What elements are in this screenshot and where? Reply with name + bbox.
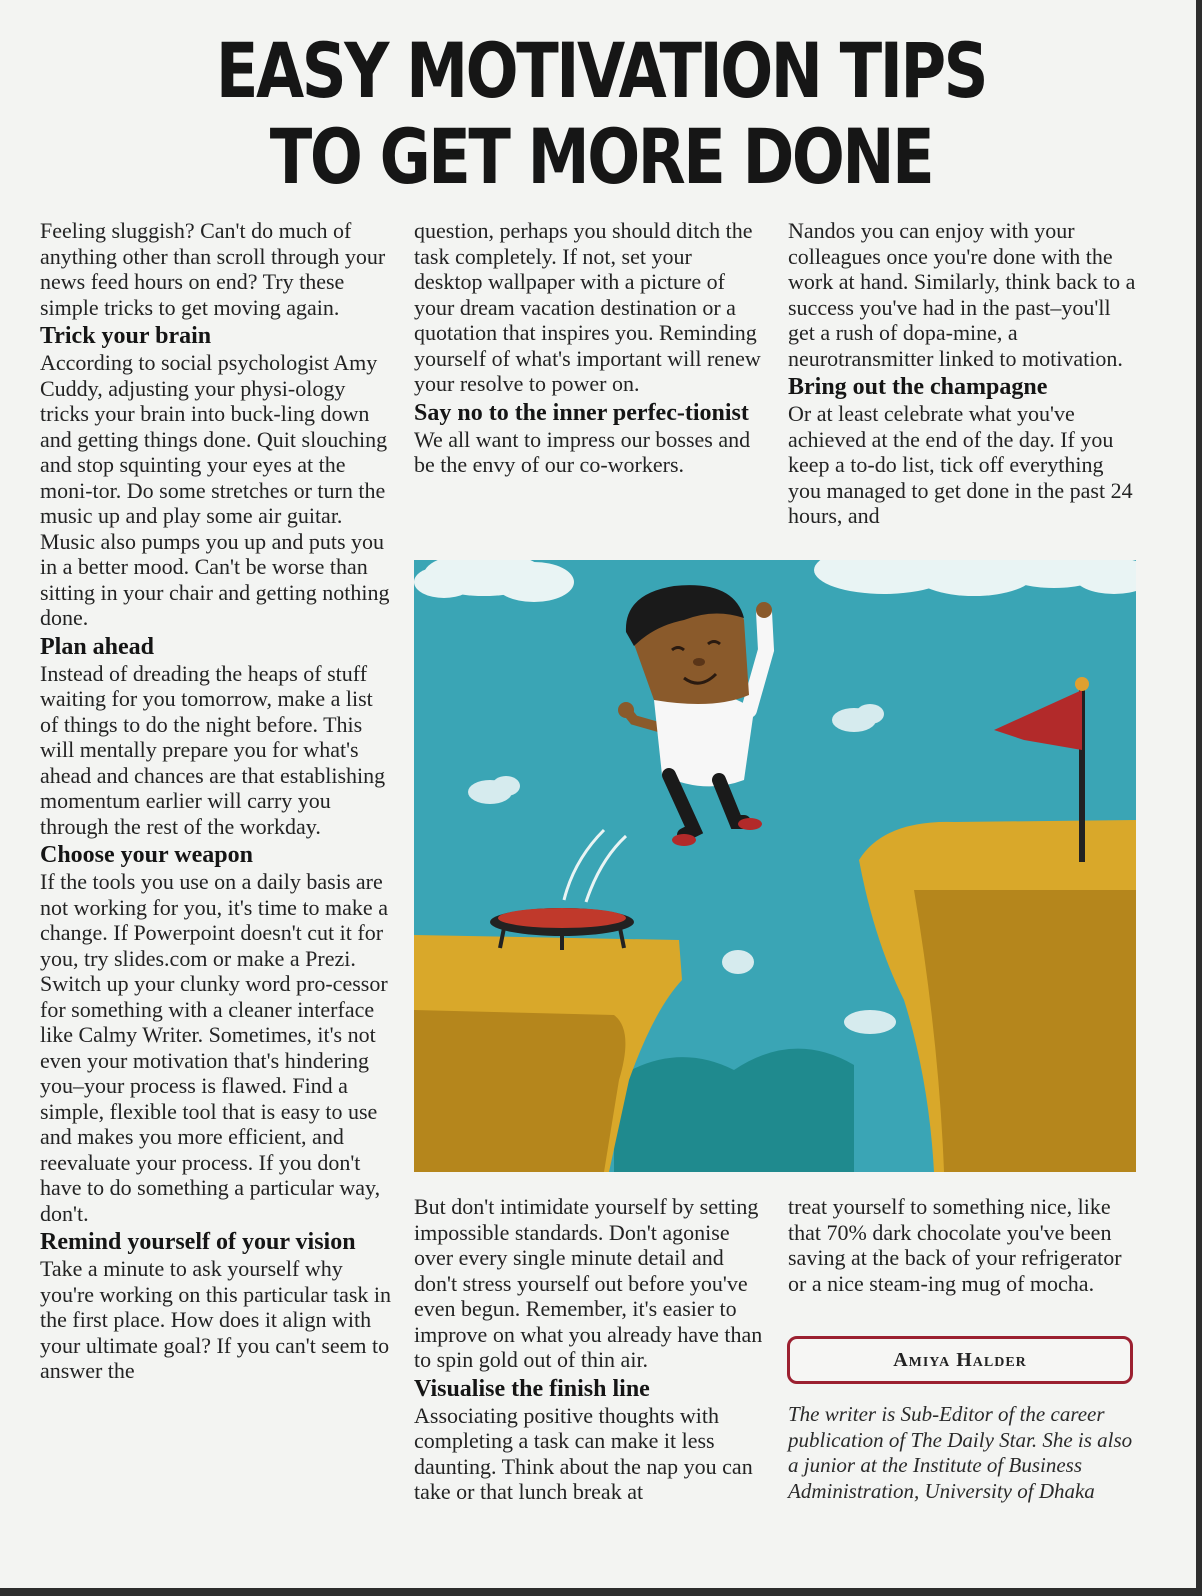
illustration-svg <box>414 560 1136 1172</box>
section-heading-finish-line: Visualise the finish line <box>414 1375 650 1402</box>
author-name-box <box>787 1336 1133 1384</box>
section-heading-champagne: Bring out the champagne <box>788 374 1048 400</box>
section-body-champagne: Or at least celebrate what you've achieved at the end of the day. If you keep a to-do list, tick off everything you managed to get done in the past 24 hours, and <box>788 401 1133 528</box>
section-heading-plan-ahead: Plan ahead <box>40 633 155 660</box>
author-bio: The writer is Sub-Editor of the career publication of The Daily Star. She is also a junior at the Institute of Business Administration, University of Dhaka <box>788 1402 1133 1503</box>
section-heading-trick-your-brain: Trick your brain <box>40 323 212 349</box>
headline-line-1: EASY MOTIVATION TIPS <box>215 26 987 115</box>
column-2-paragraph: question, perhaps you should ditch the task completely. If not, set your desktop wallpaper with a picture of your dream vacation destination or a quotation that inspires you. Reminding yourself of what's important will renew your resolve to power on. <box>414 218 761 396</box>
intro-paragraph: Feeling sluggish? Can't do much of anything other than scroll through your news feed hours on end? Try these simple tricks to get moving again. <box>40 218 386 320</box>
left-cliff-shade <box>414 1010 625 1172</box>
section-heading-inner-perfectionist: Say no to the inner perfec-tionist <box>414 399 749 426</box>
column-1 <box>40 218 392 1384</box>
section-body-choose-your-weapon: If the tools you use on a daily basis are not working for you, it's time to make a change. If Powerpoint doesn't cut it for you, try slides.com or make a Prezi. Switch up your clunky word pro-cessor for something with a cleaner interface like Calmy Writer. Sometimes, it's not even your motivation that's hindering you–your process is flawed. Find a simple, flexible tool that is easy to use and makes you more efficient, and reevaluate your process. If you don't have to do something a particular way, don't. <box>40 869 388 1226</box>
cloud-small-4 <box>844 1010 896 1034</box>
section-body-finish-line: Associating positive thoughts with completing a task can make it less daunting. Think about the nap you can take or that lunch break at <box>414 1402 753 1504</box>
headline-line-2: TO GET MORE DONE <box>269 112 933 201</box>
column-3-lower <box>788 1194 1140 1296</box>
section-body-trick-your-brain: According to social psychologist Amy Cuddy, adjusting your physi-ology tricks your brain into buck-ling down and getting things done. Quit slouching and stop squinting your eyes at the moni-tor. Do some stretches or turn the music up and play some air guitar. Music also pumps you up and puts you in a better mood. Can't be worse than sitting in your chair and getting nothing done. <box>40 350 390 630</box>
column-3-lower-paragraph: treat yourself to something nice, like that 70% dark chocolate you've been saving at the back of your refrigerator or a nice steam-ing mug of mocha. <box>788 1194 1122 1296</box>
section-body-remind-yourself: Take a minute to ask yourself why you're working on this particular task in the first place. How does it align with your ultimate goal? If you can't seem to answer the <box>40 1256 392 1383</box>
illustration-jumping-man <box>414 560 1136 1172</box>
section-heading-choose-your-weapon: Choose your weapon <box>40 842 253 868</box>
column-3 <box>788 218 1140 529</box>
cloud-small-3 <box>722 950 754 974</box>
flag-star <box>1075 677 1089 691</box>
headline <box>108 28 1094 200</box>
section-body-inner-perfectionist: We all want to impress our bosses and be the envy of our co-workers. <box>414 426 751 477</box>
column-2-lower <box>414 1194 764 1505</box>
author-name: Amiya Halder <box>893 1348 1027 1371</box>
section-heading-remind-yourself: Remind yourself of your vision <box>40 1229 356 1255</box>
section-body-plan-ahead: Instead of dreading the heaps of stuff waiting for you tomorrow, make a list of things to do the night before. This will mentally prepare you for what's ahead and chances are that establishing momentum earlier will carry you through the rest of the workday. <box>40 660 386 839</box>
column-2-lower-paragraph: But don't intimidate yourself by setting impossible standards. Don't agonise over every single minute detail and don't stress yourself out before you've even begun. Remember, it's easier to improve on what you already have than to spin gold out of thin air. <box>414 1194 763 1372</box>
column-2 <box>414 218 764 478</box>
column-3-paragraph: Nandos you can enjoy with your colleagues once you're done with the work at hand. Similarly, think back to a success you've had in the past–you'll get a rush of dopa-mine, a neurotransmitter linked to motivation. <box>788 218 1136 371</box>
right-cliff-shade <box>914 890 1136 1172</box>
